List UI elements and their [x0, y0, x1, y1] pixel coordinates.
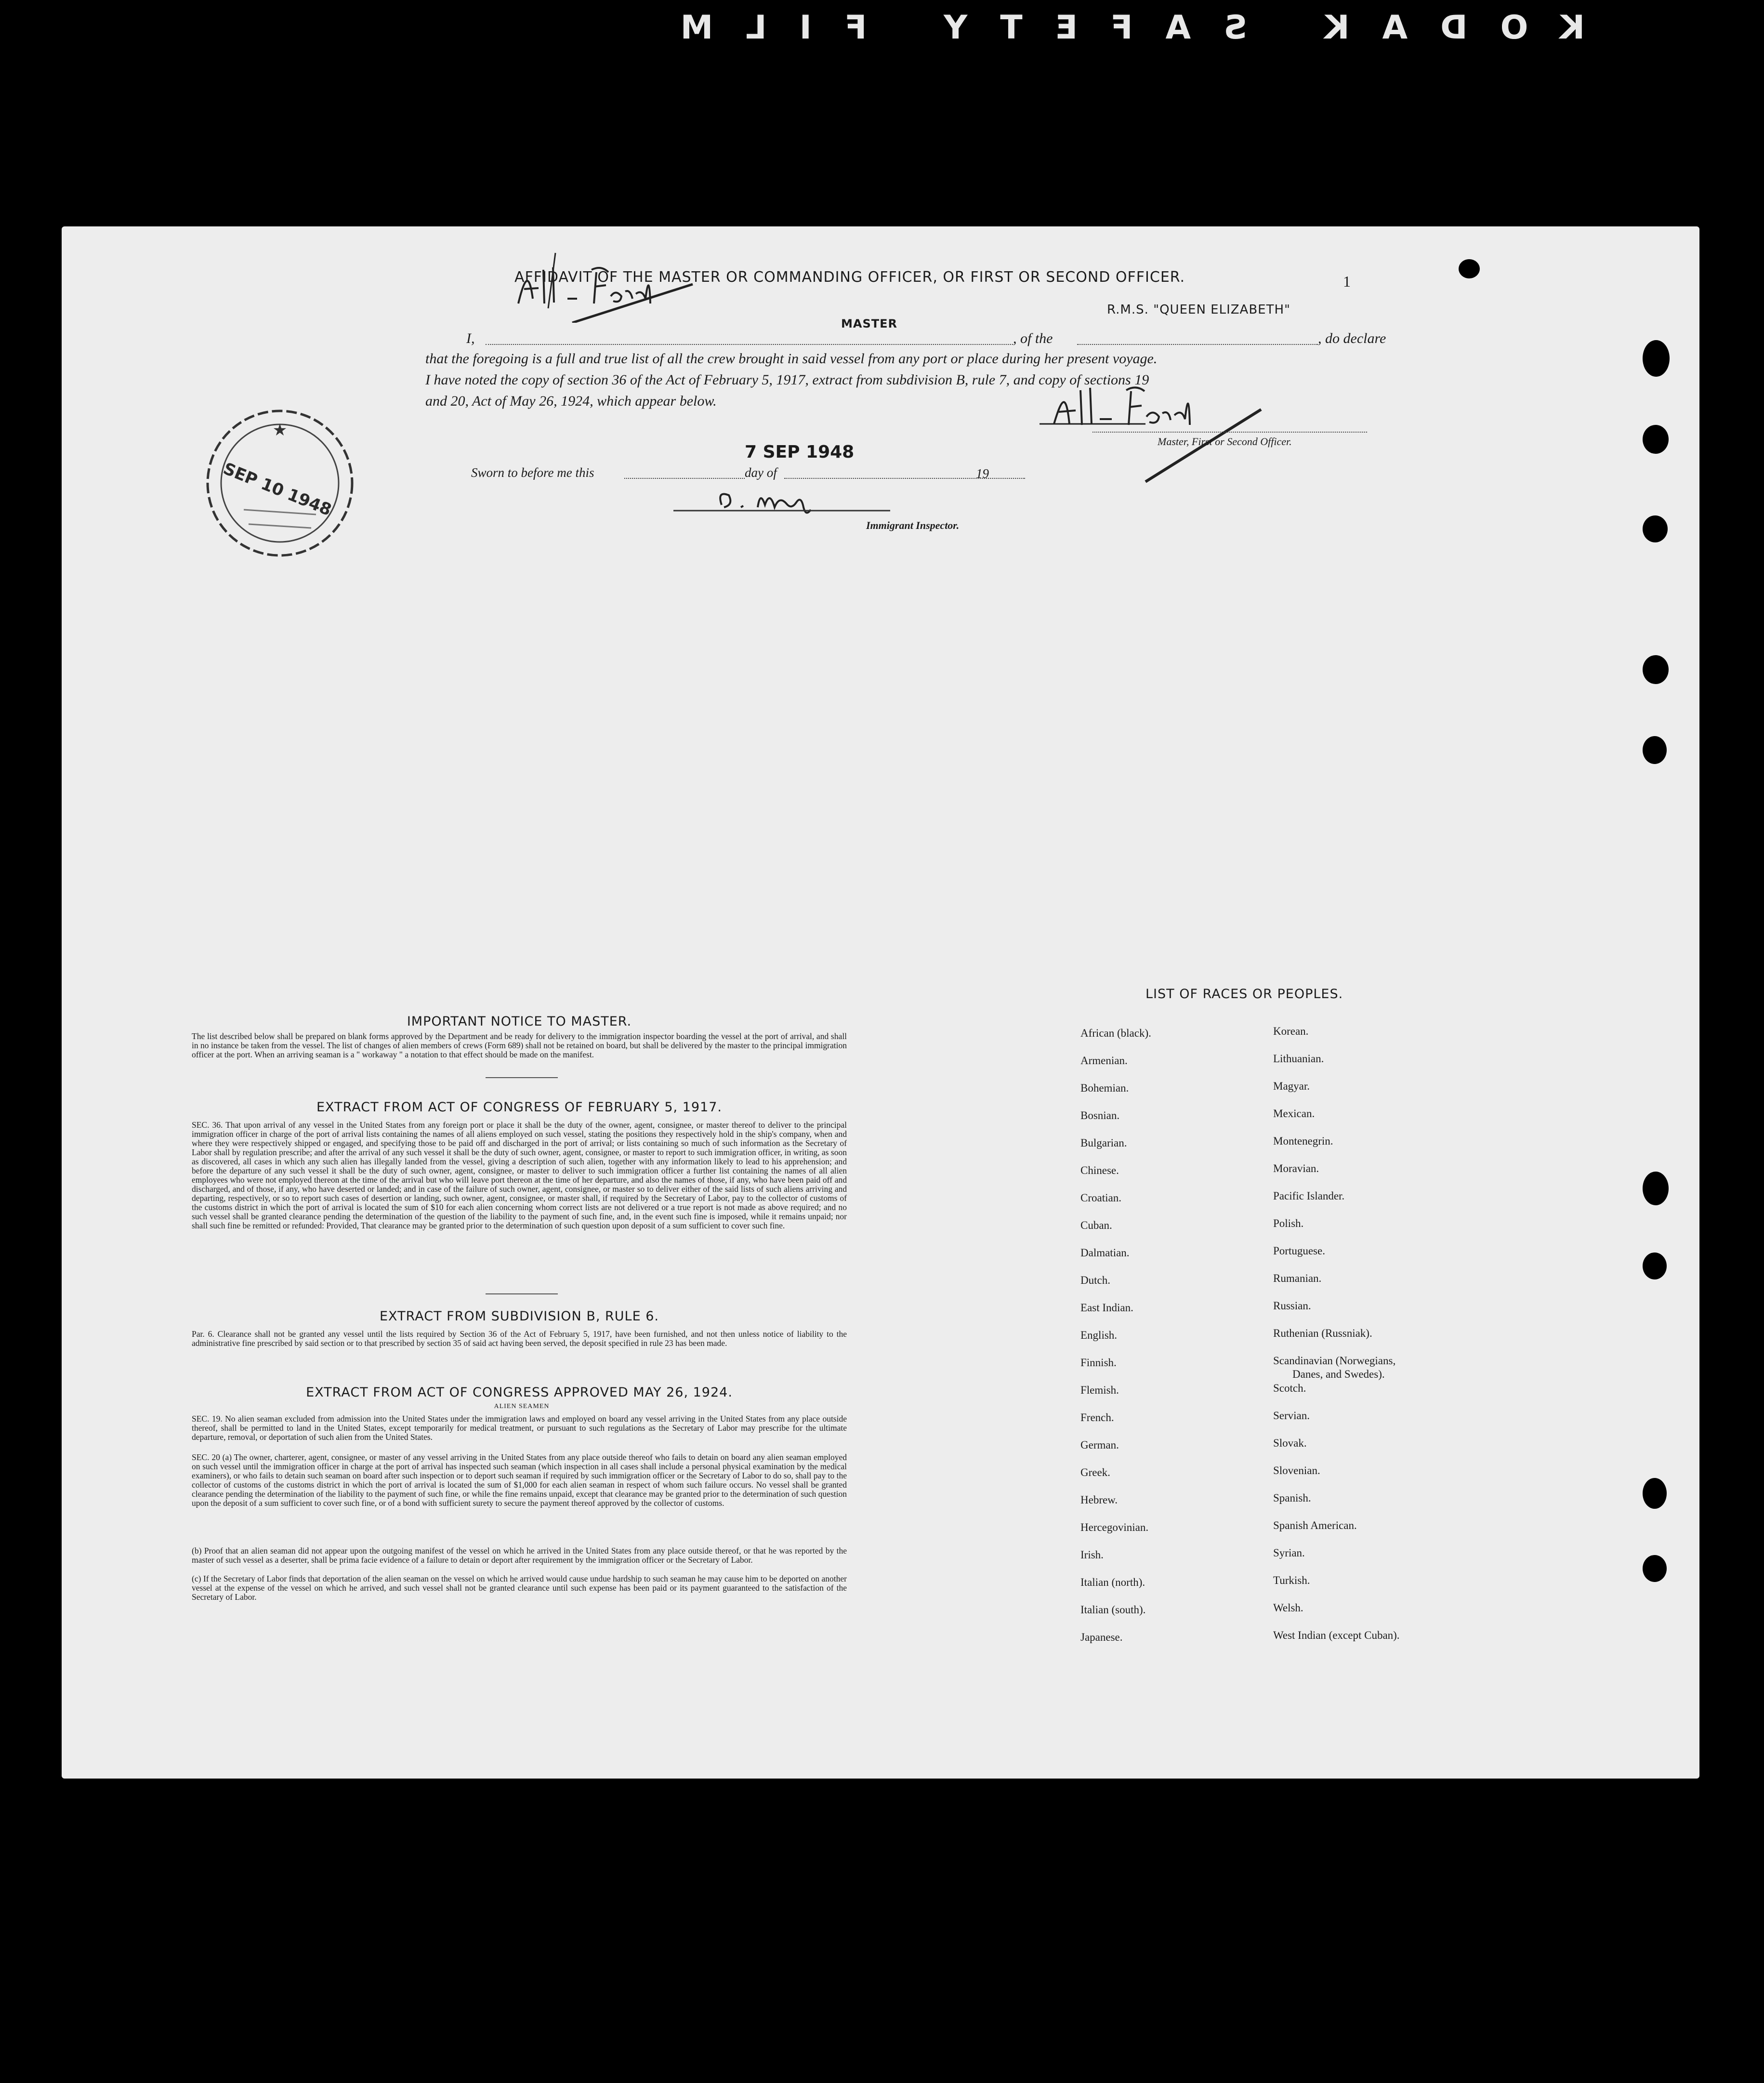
race-item: Cuban. — [1080, 1219, 1112, 1231]
vessel-typed: R.M.S. "QUEEN ELIZABETH" — [1107, 303, 1290, 317]
master-signature — [1035, 371, 1333, 487]
race-item: Armenian. — [1080, 1055, 1128, 1067]
affidavit-title: AFFIDAVIT OF THE MASTER OR COMMANDING OFFICER, OR FIRST OR SECOND OFFICER. — [514, 269, 1185, 286]
race-item: Flemish. — [1080, 1384, 1119, 1396]
race-item: East Indian. — [1080, 1302, 1133, 1314]
day-of-label: day of — [745, 465, 777, 480]
race-item: Pacific Islander. — [1273, 1190, 1345, 1202]
svg-text:★: ★ — [272, 421, 288, 440]
race-item: West Indian (except Cuban). — [1273, 1629, 1400, 1641]
race-item: Turkish. — [1273, 1574, 1310, 1586]
punch-hole — [1643, 1172, 1669, 1205]
film-edge — [0, 0, 1764, 53]
sworn-label: Sworn to before me this — [471, 465, 594, 480]
rank-typed: MASTER — [841, 317, 897, 330]
race-item: Slovenian. — [1273, 1464, 1320, 1477]
subdivision-b-text: Par. 6. Clearance shall not be granted any vessel until the lists required by Section 36 of the Act of February 5, 1917, have been furnished, and not then unless notice of liability to the administrative fine prescribed by said section or to that prescribed by section 35 of said act having been served, the deposit specified in rule 23 has been made. — [192, 1329, 847, 1348]
notice-text: The list described below shall be prepared on blank forms approved by the Department and be ready for delivery to the immigration inspector boarding the vessel at the port of arrival, and shall in no instance be taken from the vessel. The list of changes of alien members of crews (Form 689) shall not be retained on board, but shall be delivered by the master to the principal immigration officer at the port. When an arriving seaman is a " workaway " a notation to that effect should be made on the manifest. — [192, 1031, 847, 1059]
race-item: Lithuanian. — [1273, 1053, 1324, 1065]
affidavit-line-2: I have noted the copy of section 36 of the Act of February 5, 1917, extract from subdivision B, rule 7, and copy of sections 19 — [425, 372, 1149, 388]
race-item: Greek. — [1080, 1466, 1110, 1478]
subdivision-b-title: EXTRACT FROM SUBDIVISION B, RULE 6. — [380, 1309, 659, 1324]
divider — [486, 1293, 558, 1294]
race-item: Syrian. — [1273, 1547, 1305, 1559]
race-item: Ruthenian (Russniak). — [1273, 1327, 1372, 1339]
name-blank — [486, 344, 1013, 345]
punch-hole — [1459, 259, 1480, 278]
sworn-day-blank — [624, 478, 745, 479]
inspector-caption: Immigrant Inspector. — [866, 519, 960, 531]
race-item: Scotch. — [1273, 1382, 1306, 1394]
divider — [486, 1077, 558, 1078]
race-item: Italian (north). — [1080, 1576, 1145, 1588]
vessel-blank — [1077, 344, 1318, 345]
race-item: Bohemian. — [1080, 1082, 1129, 1094]
master-signature-top — [510, 250, 712, 323]
notice-title: IMPORTANT NOTICE TO MASTER. — [407, 1014, 632, 1029]
race-item: Dutch. — [1080, 1274, 1110, 1286]
punch-hole — [1643, 1478, 1667, 1509]
race-item: Russian. — [1273, 1300, 1311, 1312]
race-item: Irish. — [1080, 1549, 1104, 1561]
race-item: Rumanian. — [1273, 1272, 1322, 1284]
affidavit-line-3: and 20, Act of May 26, 1924, which appear below. — [425, 393, 717, 409]
race-item: Montenegrin. — [1273, 1135, 1333, 1147]
race-item: English. — [1080, 1329, 1118, 1341]
races-title: LIST OF RACES OR PEOPLES. — [1145, 987, 1343, 1002]
sworn-date: 7 SEP 1948 — [745, 442, 855, 462]
manifest-page — [62, 226, 1699, 1779]
affidavit-line-1: that the foregoing is a full and true list of all the crew brought in said vessel from any port or place during her present voyage. — [425, 351, 1158, 367]
page-number: 1 — [1343, 273, 1351, 290]
race-item: Spanish American. — [1273, 1519, 1357, 1531]
race-item: Chinese. — [1080, 1164, 1119, 1176]
i-label: I, — [466, 330, 475, 346]
race-item: Hercegovinian. — [1080, 1521, 1149, 1533]
extract-1924-title: EXTRACT FROM ACT OF CONGRESS APPROVED MAY 26, 1924. — [306, 1385, 733, 1400]
race-item: Hebrew. — [1080, 1494, 1118, 1506]
sworn-month-blank — [784, 478, 1025, 479]
race-item: Portuguese. — [1273, 1245, 1325, 1257]
year-prefix: 19 — [976, 466, 989, 481]
race-item: Bulgarian. — [1080, 1137, 1127, 1149]
race-item: Polish. — [1273, 1217, 1304, 1229]
race-item: Korean. — [1273, 1025, 1309, 1037]
sec-20c-text: (c) If the Secretary of Labor finds that deportation of the alien seaman on the vessel on which he arrived would cause undue hardship to such seaman he may cause him to be deported on another vessel at the expense of the vessel on which he arrived, and such vessel shall not be granted clearance until such expense has been paid or its payment guaranteed to the satisfaction of the Secretary of Labor. — [192, 1574, 847, 1602]
inspector-signature — [645, 481, 914, 519]
race-item: Spanish. — [1273, 1492, 1311, 1504]
signature-caption: Master, First or Second Officer. — [1158, 435, 1292, 448]
extract-1917-text: SEC. 36. That upon arrival of any vessel in the United States from any foreign port or place it shall be the duty of the owner, agent, consignee, or master thereof to deliver to the principal immigration officer in charge of the port of arrival lists containing the names of all aliens employed on such vessel, stating the positions they respectively hold in the ship's company, when and where they were respectively shipped or engaged, and specifying those to be paid off and discharged in the port of arrival; or lists containing so much of such information as the Secretary of Labor shall by regulation prescribe; and after the arrival of any such vessel it shall be the duty of such owner, agent, consignee, or master to report to such immigration officer, in writing, as soon as discovered, all cases in which any such alien has illegally landed from the vessel, giving a description of such alien, together with any information likely to lead to his apprehension; and before the departure of any such vessel it shall be the duty of such owner, agent, consignee, or master to deliver to such immigration officer a further list containing the names of all alien employees who were not employed thereon at the time of the arrival but who will leave port thereon at the time of her departure, and also the names of those, if any, who have been paid off and discharged, and of those, if any, who have deserted or landed; and in case of the failure of such owner, agent, consignee, or master so to deliver either of the said lists of such aliens arriving and departing, respectively, or so to report such cases of desertion or landing, such owner, agent, consignee, or master shall, if required by the Secretary of Labor, pay to the collector of customs of the customs district in which the port of arrival is located the sum of $10 for each alien concerning whom correct lists are not delivered or a true report is not made as above required; and no such vessel shall be granted clearance pending the determination of the question of the liability to the payment of such fine, and, in the event such fine is imposed, while it remains unpaid; nor shall such fine be remitted or refunded: Provided, That clearance may be granted prior to the determination of such question upon deposit of a sum sufficient to cover such fine. — [192, 1120, 847, 1230]
punch-hole — [1643, 655, 1669, 684]
punch-hole — [1643, 1555, 1667, 1582]
punch-hole — [1643, 425, 1669, 454]
race-item: African (black). — [1080, 1027, 1151, 1039]
do-declare-label: , do declare — [1318, 330, 1386, 346]
race-item: German. — [1080, 1439, 1119, 1451]
punch-hole — [1643, 1252, 1667, 1279]
race-item: Japanese. — [1080, 1631, 1123, 1643]
of-the-label: , of the — [1013, 330, 1053, 346]
stamp-date: SEP 10 1948 — [220, 459, 334, 520]
race-item: Finnish. — [1080, 1357, 1117, 1369]
race-item: Welsh. — [1273, 1602, 1303, 1614]
race-item: Croatian. — [1080, 1192, 1121, 1204]
signature-line — [1093, 432, 1367, 433]
race-item: French. — [1080, 1411, 1114, 1424]
race-item: Scandinavian (Norwegians, — [1273, 1355, 1396, 1367]
punch-hole — [1643, 736, 1667, 764]
race-item: Servian. — [1273, 1410, 1310, 1422]
extract-1917-title: EXTRACT FROM ACT OF CONGRESS OF FEBRUARY 5, 1917. — [316, 1100, 722, 1115]
alien-seamen-subtitle: ALIEN SEAMEN — [494, 1403, 550, 1410]
film-edge-label: KODAK SAFETY FILM — [647, 9, 1585, 47]
race-item-continuation: Danes, and Swedes). — [1292, 1368, 1385, 1380]
punch-hole — [1643, 515, 1668, 542]
sec-19-text: SEC. 19. No alien seaman excluded from admission into the United States under the immigration laws and employed on board any vessel arriving in the United States from any place outside thereof, shall be permitted to land in the United States, except temporarily for medical treatment, or pursuant to such regulations as the Secretary of Labor may prescribe for the ultimate departure, removal, or deportation of such alien from the United States. — [192, 1414, 847, 1442]
race-item: Slovak. — [1273, 1437, 1307, 1449]
race-item: Mexican. — [1273, 1107, 1315, 1120]
race-item: Dalmatian. — [1080, 1247, 1130, 1259]
sec-20a-text: SEC. 20 (a) The owner, charterer, agent, consignee, or master of any vessel arriving in the United States from any place outside thereof who fails to detain on board any alien seaman employed on such vessel until the immigration officer in charge at the port of arrival has inspected such seaman (which inspection in all cases shall include a personal physical examination by the medical examiners), or who fails to detain such seaman on board after such inspection or to deport such seaman if required by such immigration officer or the Secretary of Labor to do so, shall pay to the collector of customs of the customs district in which the port of arrival is located the sum of $1,000 for each alien seaman in respect of whom such failure occurs. No vessel shall be granted clearance pending the determination of the liability to the payment of such fine, or while the fine remains unpaid, except that clearance may be granted prior to the determination of such question upon the deposit of a sum sufficient to cover such fine, or of a bond with sufficient surety to secure the payment thereof approved by the collector of customs. — [192, 1452, 847, 1508]
race-item: Moravian. — [1273, 1162, 1319, 1174]
sec-20b-text: (b) Proof that an alien seaman did not appear upon the outgoing manifest of the vessel on which he arrived in the United States from any place outside thereof, or that he was reported by the master of such vessel as a deserter, shall be prima facie evidence of a failure to detain or deport after requirement by the immigration officer or the Secretary of Labor. — [192, 1546, 847, 1565]
race-item: Italian (south). — [1080, 1604, 1146, 1616]
race-item: Bosnian. — [1080, 1109, 1120, 1121]
race-item: Magyar. — [1273, 1080, 1310, 1092]
immigration-date-stamp — [200, 404, 359, 563]
punch-hole — [1643, 340, 1670, 377]
